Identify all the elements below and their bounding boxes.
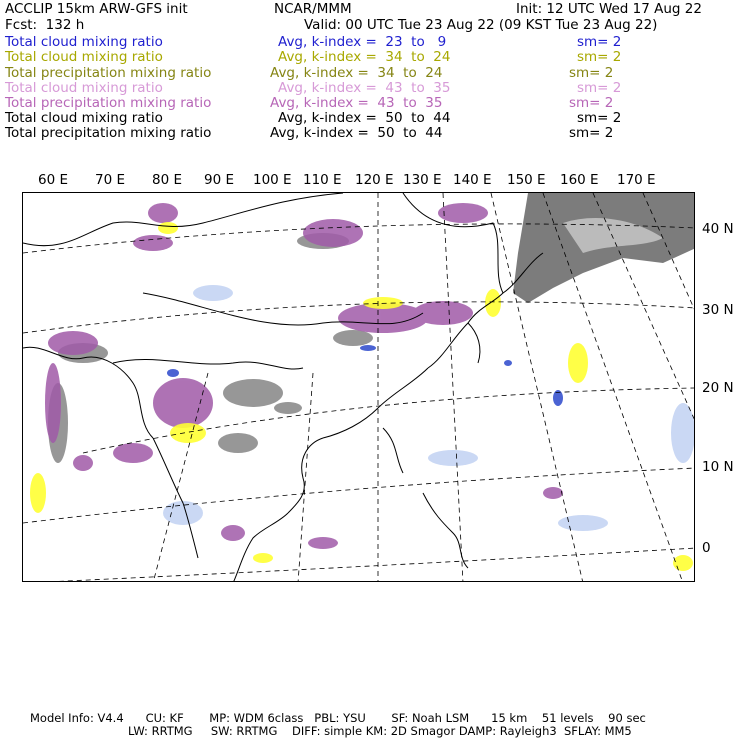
lat-label: 30 N [702, 302, 734, 318]
model-info-line1: Model Info: V4.4 CU: KF MP: WDM 6class PBL: YSU SF: Noah LSM 15 km 51 levels 90 sec [30, 711, 646, 725]
org-label: NCAR/MMM [274, 1, 352, 17]
init-time: Init: 12 UTC Wed 17 Aug 22 [516, 1, 702, 17]
lon-label: 140 E [453, 172, 492, 188]
field-name: Total precipitation mixing ratio [5, 95, 212, 111]
lat-label: 40 N [702, 221, 734, 237]
lon-label: 70 E [95, 172, 125, 188]
run-title: ACCLIP 15km ARW-GFS init [5, 1, 188, 17]
field-sm: sm= 2 [577, 49, 622, 65]
field-avg: Avg, k-index = 34 to 24 [278, 49, 451, 65]
lon-label: 110 E [303, 172, 342, 188]
coastlines [23, 193, 543, 582]
field-avg: Avg, k-index = 34 to 24 [270, 65, 443, 81]
lat-label: 20 N [702, 380, 734, 396]
lon-label: 150 E [507, 172, 546, 188]
field-avg: Avg, k-index = 50 to 44 [270, 125, 443, 141]
field-avg: Avg, k-index = 50 to 44 [278, 110, 451, 126]
field-avg: Avg, k-index = 23 to 9 [278, 34, 447, 50]
field-name: Total cloud mixing ratio [5, 34, 163, 50]
field-name: Total precipitation mixing ratio [5, 125, 212, 141]
field-sm: sm= 2 [569, 95, 614, 111]
lon-label: 90 E [204, 172, 234, 188]
precip-field-purple [45, 203, 563, 549]
field-avg: Avg, k-index = 43 to 35 [278, 80, 451, 96]
field-sm: sm= 2 [577, 34, 622, 50]
field-sm: sm= 2 [569, 125, 614, 141]
lon-label: 60 E [38, 172, 68, 188]
lon-label: 170 E [617, 172, 656, 188]
field-name: Total cloud mixing ratio [5, 110, 163, 126]
forecast-hour: Fcst: 132 h [5, 17, 85, 33]
field-name: Total precipitation mixing ratio [5, 65, 212, 81]
field-name: Total cloud mixing ratio [5, 80, 163, 96]
valid-time: Valid: 00 UTC Tue 23 Aug 22 (09 KST Tue 23 Aug 22) [304, 17, 658, 33]
lon-label: 130 E [403, 172, 442, 188]
field-sm: sm= 2 [577, 80, 622, 96]
field-name: Total cloud mixing ratio [5, 49, 163, 65]
lon-label: 160 E [560, 172, 599, 188]
field-avg: Avg, k-index = 43 to 35 [270, 95, 443, 111]
lon-label: 80 E [152, 172, 182, 188]
lat-label: 10 N [702, 459, 734, 475]
field-sm: sm= 2 [577, 110, 622, 126]
field-sm: sm= 2 [569, 65, 614, 81]
lon-label: 100 E [253, 172, 292, 188]
map-canvas [23, 193, 695, 582]
map-panel [22, 192, 695, 582]
lat-label: 0 [702, 540, 711, 556]
model-info-line2: LW: RRTMG SW: RRTMG DIFF: simple KM: 2D Smagor DAMP: Rayleigh3 SFLAY: MM5 [128, 724, 632, 738]
lon-label: 120 E [355, 172, 394, 188]
